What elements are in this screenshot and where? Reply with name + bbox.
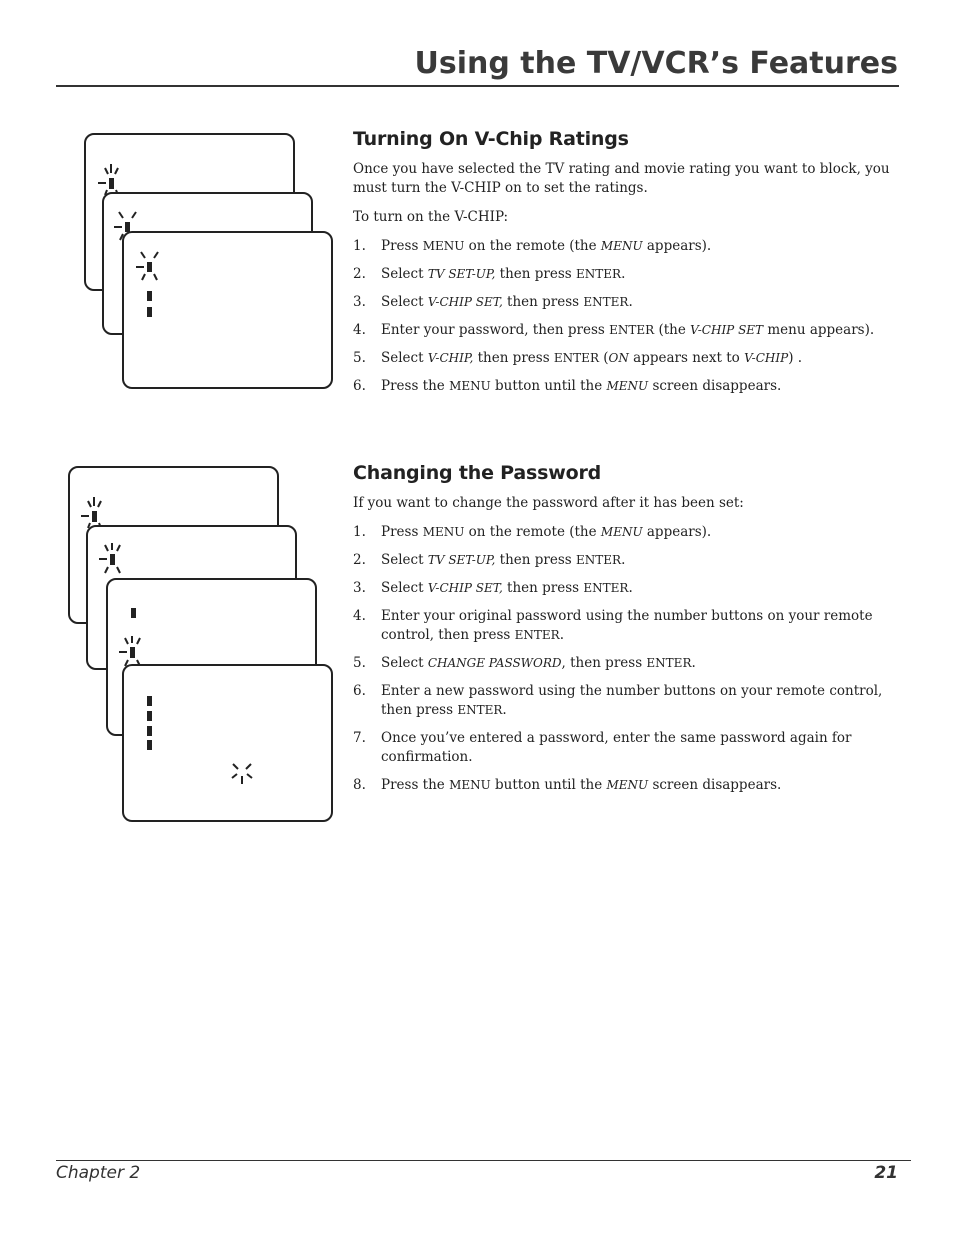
step-item: 3. Select V-CHIP SET, then press ENTER. [353, 580, 633, 596]
step-item: 6. Enter a new password using the number buttons on your remote control, then press ENTER. [353, 683, 883, 718]
step-item: 3. Select V-CHIP SET, then press ENTER. [353, 294, 633, 310]
page-number: 21 [874, 1163, 898, 1183]
sparkle-cursor-icon [135, 251, 165, 285]
tv-screen-3 [122, 231, 333, 389]
menu-marker-bars [131, 608, 139, 622]
section-heading: Turning On V-Chip Ratings [353, 128, 629, 150]
menu-marker-bars [147, 696, 155, 752]
step-item: 2. Select TV SET-UP, then press ENTER. [353, 552, 626, 568]
step-item: 5. Select CHANGE PASSWORD, then press ENTER. [353, 655, 696, 671]
section-lead: To turn on the V-CHIP: [353, 209, 509, 225]
step-item: 8. Press the MENU button until the MENU screen disappears. [353, 777, 782, 793]
step-item: 2. Select TV SET-UP, then press ENTER. [353, 266, 626, 282]
page-title: Using the TV/VCR’s Features [414, 46, 898, 81]
title-divider [56, 85, 899, 87]
step-item: 1. Press MENU on the remote (the MENU appears). [353, 238, 712, 254]
vchip-section [353, 128, 898, 405]
step-item: 1. Press MENU on the remote (the MENU appears). [353, 524, 712, 540]
sparkle-icon [230, 762, 254, 786]
chapter-label: Chapter 2 [56, 1163, 141, 1183]
section-intro: Once you have selected the TV rating and movie rating you want to block, you must turn the V-CHIP on to set the ratings. [353, 161, 890, 196]
step-item: 5. Select V-CHIP, then press ENTER (ON appears next to V-CHIP) . [353, 350, 803, 366]
section-heading: Changing the Password [353, 462, 602, 484]
steps-list [353, 523, 898, 795]
tv-screen-4 [122, 664, 333, 822]
password-section [353, 462, 898, 804]
step-item: 7. Once you’ve entered a password, enter the same password again for confirmation. [353, 730, 852, 765]
steps-list [353, 237, 898, 396]
step-item: 4. Enter your password, then press ENTER (the V-CHIP SET menu appears). [353, 322, 875, 338]
footer-divider [56, 1160, 911, 1161]
step-item: 4. Enter your original password using the number buttons on your remote control, then press ENTER. [353, 608, 873, 643]
section-intro: If you want to change the password after it has been set: [353, 495, 744, 511]
menu-marker-bars [147, 307, 155, 321]
sparkle-cursor-icon [98, 543, 128, 577]
step-item: 6. Press the MENU button until the MENU screen disappears. [353, 378, 782, 394]
